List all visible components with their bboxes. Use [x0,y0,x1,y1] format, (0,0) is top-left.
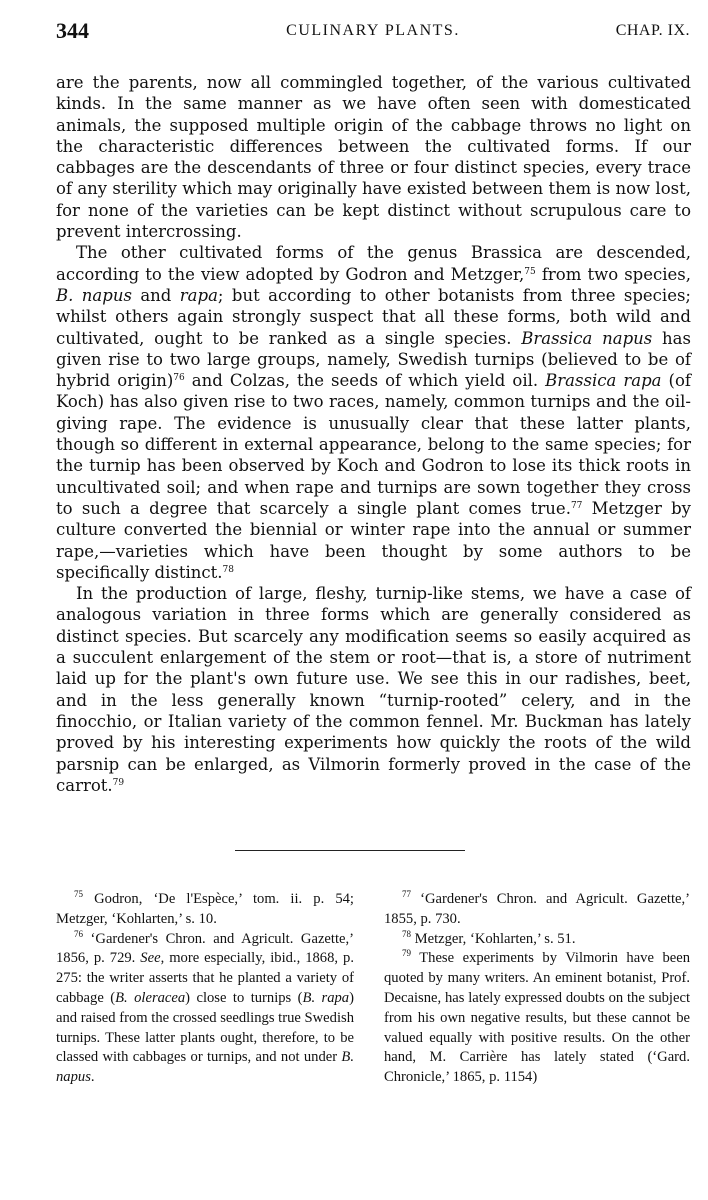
running-header [56,18,690,48]
chapter-label: CHAP. IX. [615,22,690,39]
footnote-79: $^{79}$ These experiments by Vilmorin have been quoted by many writers. An eminent botanist, Prof. Decaisne, has lately expressed doubts on the subject from his own negative results, but these cannot be valued equally with positive results. On the other hand, M. Carrière has lately stated (‘Gard. Chronicle,’ 1865, p. 1154) [384,948,690,1086]
footnote-76: $^{76}$ ‘Gardener's Chron. and Agricult. Gazette,’ 1856, p. 729. See, more especially, ibid., 1868, p. 275: the writer asserts that he planted a variety of cabbage (B. oleracea) close to turnips (B. rapa) and raised from the crossed seedlings true Swedish turnips. These latter plants ought, therefore, to be classed with cabbages or turnips, and not under B. napus. [56,928,354,1086]
footnote-ref-77[interactable]: 77 [570,500,583,511]
footnotes-right-column [384,890,690,1088]
body-text [56,72,691,796]
footnote-divider [235,850,465,851]
footnote-78: $^{78}$ Metzger, ‘Kohlarten,’ s. 51. [402,928,576,947]
page-number: 344 [56,18,89,43]
paragraph-2: The other cultivated forms of the genus Brassica are descended, according to the view adopted by Godron and Metzger,$^{75}$ from two species, B. napus and rapa; but according to other botanists from three species; whilst others again strongly suspect that all these forms, both wild and cultivated, ought to be ranked as a single species. Brassica napus has given rise to two large groups, namely, Swedish turnips (believed to be of hybrid origin)$^{76}$ and Colzas, the seeds of which yield oil. Brassica rapa (of Koch) has also given rise to two races, namely, common turnips and the oil-giving rape. The evidence is unusually clear that these latter plants, though so different in external appearance, belong to the same species; for the turnip has been observed by Koch and Godron to lose its thick roots in uncultivated soil; and when rape and turnips are sown together they cross to such a degree that scarcely a single plant comes true.$^{77}$ Metzger by culture converted the biennial or winter rape into the annual or summer rape,—varieties which have been thought by some authors to be specifically distinct.$^{78}$ [56,243,692,582]
footnote-ref-75[interactable]: 75 [524,266,536,277]
footnote-ref-76[interactable]: 76 [173,373,185,384]
footnote-ref-78[interactable]: 78 [222,564,234,575]
paragraph-1: are the parents, now all commingled together, of the various cultivated kinds. In the same manner as we have often seen with domesticated animals, the supposed multiple origin of the cabbage throws no light on the characteristic differences between the cultivated forms. If our cabbages are the descendants of three or four distinct species, every trace of any sterility which may originally have existed between them is now lost, for none of the varieties can be kept distinct without scrupulous care to prevent intercrossing. [56,73,691,242]
footnotes-left-column [56,890,354,1088]
footnote-77: $^{77}$ ‘Gardener's Chron. and Agricult. Gazette,’ 1855, p. 730. [384,889,690,927]
running-title: CULINARY PLANTS. [286,22,460,39]
footnote-ref-79[interactable]: 79 [112,777,125,788]
footnote-75: $^{75}$ Godron, ‘De l'Espèce,’ tom. ii. p. 54; Metzger, ‘Kohlarten,’ s. 10. [56,889,354,927]
paragraph-3: In the production of large, fleshy, turnip-like stems, we have a case of analogous variation in three forms which are generally considered as distinct species. But scarcely any modification seems so easily acquired as a succulent enlargement of the stem or root—that is, a store of nutriment laid up for the plant's own future use. We see this in our radishes, beet, and in the less generally known “turnip-rooted” celery, and in the finocchio, or Italian variety of the common fennel. Mr. Buckman has lately proved by his interesting experiments how quickly the roots of the wild parsnip can be enlarged, as Vilmorin formerly proved in the case of the carrot.$^{79}$ [56,584,691,795]
